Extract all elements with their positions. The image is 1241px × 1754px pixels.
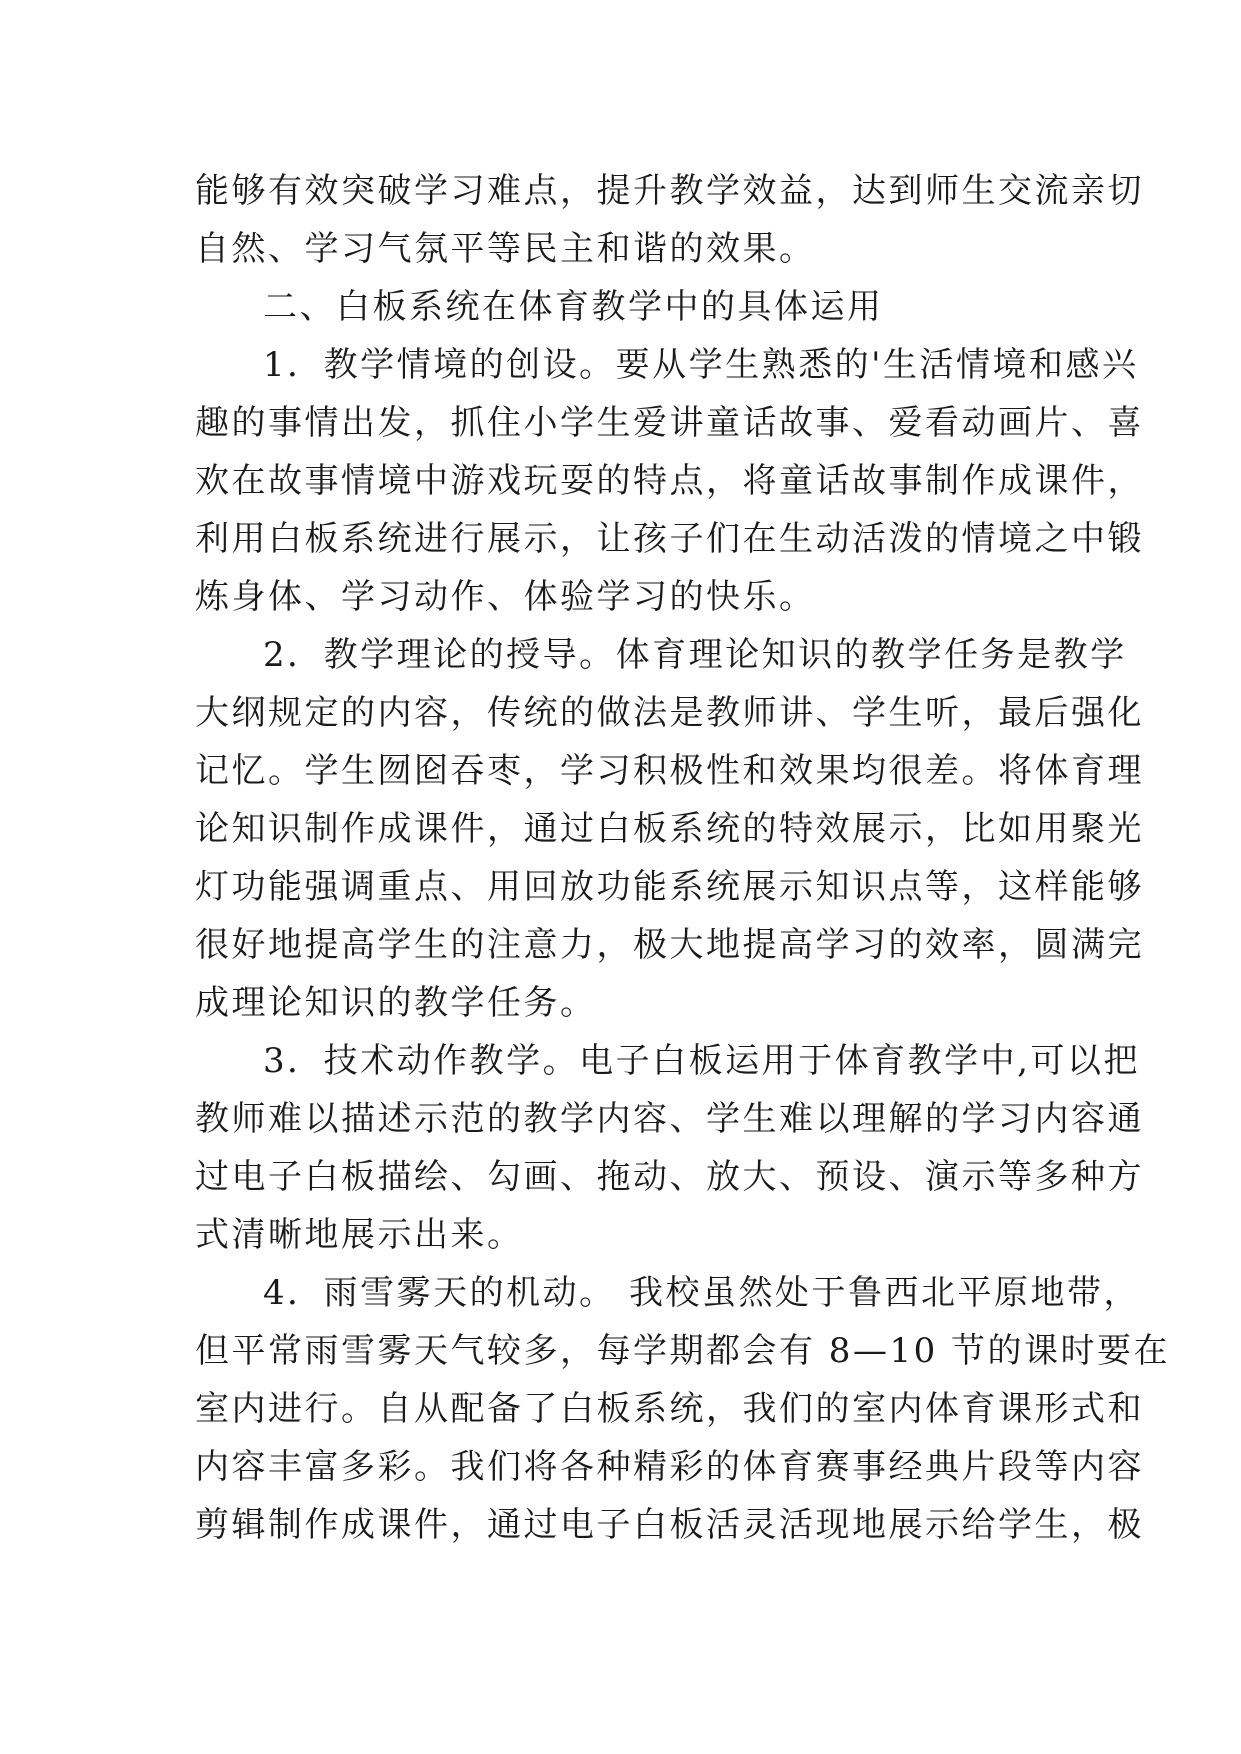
- text-line: 过电子白板描绘、勾画、拖动、放大、预设、演示等多种方: [195, 1157, 1144, 1197]
- text-line: 成理论知识的教学任务。: [195, 983, 597, 1023]
- text-line: 教师难以描述示范的教学内容、学生难以理解的学习内容通: [195, 1099, 1144, 1139]
- text-line: 趣的事情出发，抓住小学生爱讲童话故事、爱看动画片、喜: [195, 403, 1144, 443]
- text-line: 利用白板系统进行展示，让孩子们在生动活泼的情境之中锻: [195, 519, 1144, 559]
- text-line: 欢在故事情境中游戏玩耍的特点，将童话故事制作成课件，: [195, 461, 1144, 501]
- section-heading: 二、白板系统在体育教学中的具体运用: [263, 287, 884, 327]
- text-line: 1．教学情境的创设。要从学生熟悉的'生活情境和感兴: [263, 345, 1139, 385]
- text-line: 室内进行。自从配备了白板系统，我们的室内体育课形式和: [195, 1389, 1144, 1429]
- text-line: 自然、学习气氛平等民主和谐的效果。: [195, 229, 816, 269]
- text-line: 论知识制作成课件，通过白板系统的特效展示，比如用聚光: [195, 809, 1144, 849]
- text-line: 4．雨雪雾天的机动。 我校虽然处于鲁西北平原地带，: [263, 1273, 1140, 1313]
- text-line: 炼身体、学习动作、体验学习的快乐。: [195, 577, 816, 617]
- text-line: 能够有效突破学习难点，提升教学效益，达到师生交流亲切: [195, 171, 1144, 211]
- text-line: 但平常雨雪雾天气较多，每学期都会有 8—10 节的课时要在: [195, 1331, 1171, 1371]
- text-line: 2．教学理论的授导。体育理论知识的教学任务是教学: [263, 635, 1127, 675]
- text-line: 大纲规定的内容，传统的做法是教师讲、学生听，最后强化: [195, 693, 1144, 733]
- text-line: 很好地提高学生的注意力，极大地提高学习的效率，圆满完: [195, 925, 1144, 965]
- document-body: [195, 162, 1171, 1554]
- text-line: 记忆。学生囫囵吞枣，学习积极性和效果均很差。将体育理: [195, 751, 1144, 791]
- text-line: 灯功能强调重点、用回放功能系统展示知识点等，这样能够: [195, 867, 1144, 907]
- text-line: 3．技术动作教学。电子白板运用于体育教学中,可以把: [263, 1041, 1140, 1081]
- text-line: 剪辑制作成课件，通过电子白板活灵活现地展示给学生，极: [195, 1505, 1144, 1545]
- text-line: 式清晰地展示出来。: [195, 1215, 524, 1255]
- text-line: 内容丰富多彩。我们将各种精彩的体育赛事经典片段等内容: [195, 1447, 1144, 1487]
